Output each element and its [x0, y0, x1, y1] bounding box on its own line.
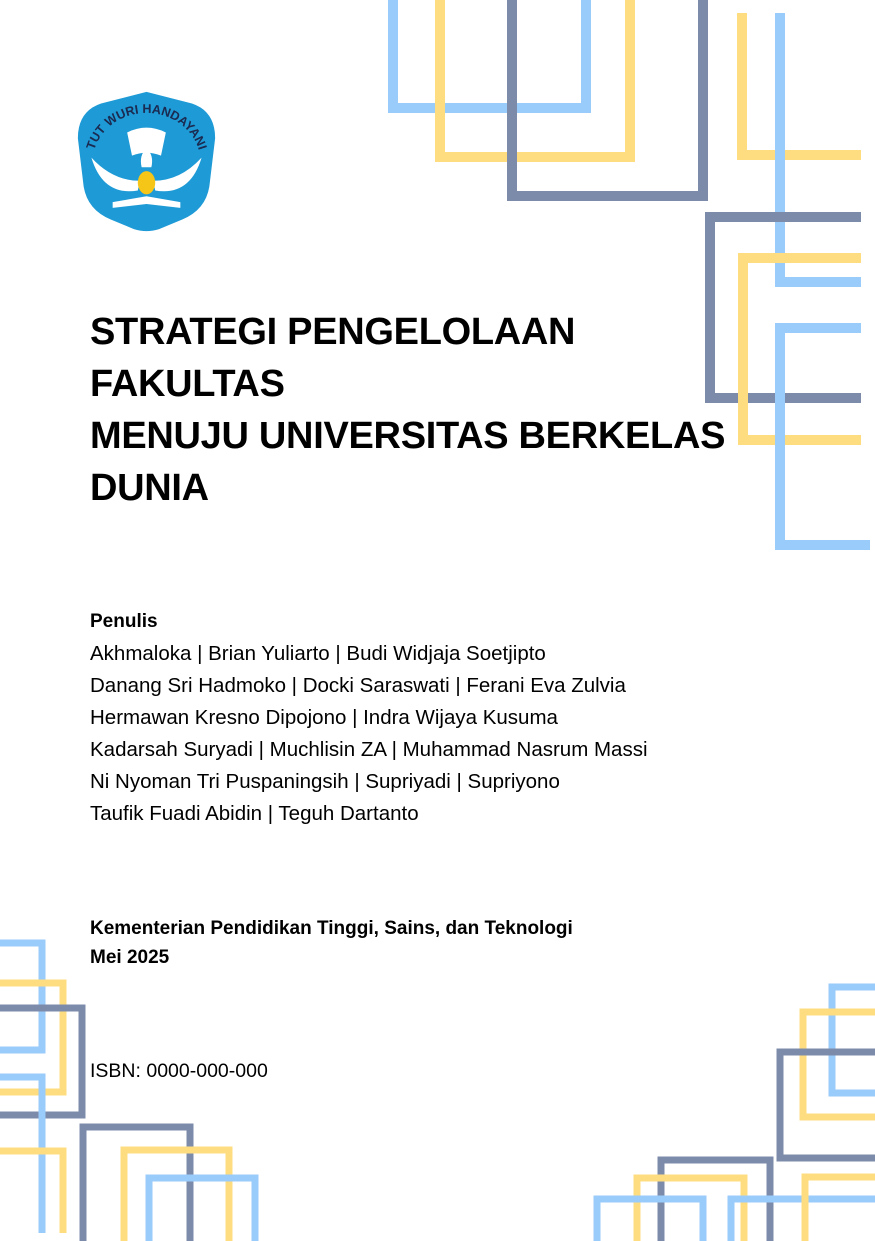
- publisher-name: Kementerian Pendidikan Tinggi, Sains, dan Teknologi: [90, 918, 573, 939]
- deco-line: [393, 0, 586, 108]
- deco-line: [0, 1151, 63, 1233]
- deco-line: [0, 943, 42, 1050]
- title-line: DUNIA: [90, 467, 209, 509]
- authors-line: Kadarsah Suryadi | Muchlisin ZA | Muhammad Nasrum Massi: [90, 738, 648, 761]
- deco-line: [710, 217, 861, 398]
- deco-line: [149, 1178, 255, 1241]
- deco-line: [780, 13, 861, 282]
- deco-line: [83, 1127, 190, 1241]
- isbn: ISBN: 0000-000-000: [90, 1060, 268, 1082]
- book-title: [90, 306, 725, 514]
- title-line: STRATEGI PENGELOLAAN: [90, 311, 576, 353]
- deco-line: [0, 1077, 42, 1233]
- deco-line: [742, 13, 861, 155]
- tut-wuri-handayani-logo: [74, 88, 219, 233]
- authors-line: Ni Nyoman Tri Puspaningsih | Supriyadi | Supriyono: [90, 770, 560, 793]
- deco-line: [512, 0, 703, 196]
- authors-line: Danang Sri Hadmoko | Docki Saraswati | Ferani Eva Zulvia: [90, 674, 626, 697]
- title-line: FAKULTAS: [90, 363, 285, 405]
- authors-section: [90, 606, 648, 830]
- deco-line: [597, 1199, 703, 1241]
- deco-line: [780, 1052, 875, 1158]
- authors-line: Hermawan Kresno Dipojono | Indra Wijaya Kusuma: [90, 706, 558, 729]
- deco-line: [805, 1177, 875, 1241]
- deco-line: [440, 0, 630, 157]
- title-line: MENUJU UNIVERSITAS BERKELAS: [90, 415, 726, 457]
- authors-line: Taufik Fuadi Abidin | Teguh Dartanto: [90, 802, 419, 825]
- svg-text:TUT WURI HANDAYANI: TUT WURI HANDAYANI: [83, 101, 210, 152]
- deco-line: [832, 987, 875, 1093]
- deco-line: [124, 1150, 229, 1241]
- publication-date: Mei 2025: [90, 947, 170, 968]
- publisher-section: [90, 914, 573, 972]
- authors-line: Akhmaloka | Brian Yuliarto | Budi Widjaja Soetjipto: [90, 642, 546, 665]
- authors-label: Penulis: [90, 611, 158, 632]
- deco-line: [803, 1012, 875, 1117]
